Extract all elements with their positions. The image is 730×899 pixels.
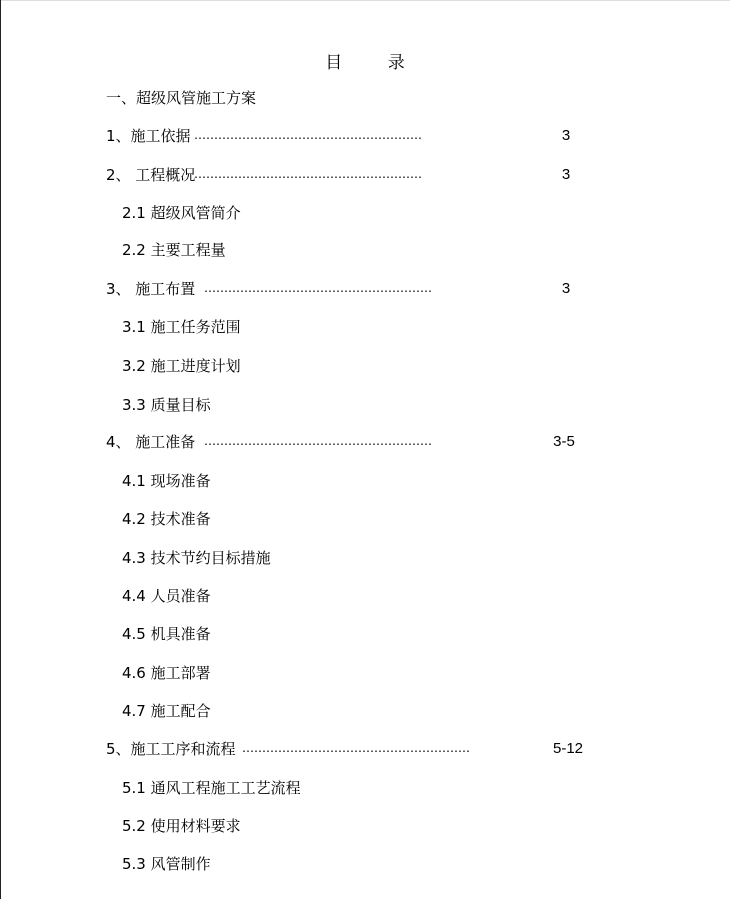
toc-entry-label: 3.3 质量目标 <box>122 396 211 414</box>
toc-entry-4-4[interactable] <box>0 585 730 607</box>
toc-entry-3-3[interactable] <box>0 394 730 416</box>
toc-entry-4[interactable] <box>0 431 730 453</box>
toc-entry-4-7[interactable] <box>0 700 730 722</box>
toc-entry-2[interactable] <box>0 164 730 186</box>
toc-entry-label: 4.5 机具准备 <box>122 625 211 643</box>
toc-entry-5-1[interactable] <box>0 777 730 799</box>
toc-entry-label: 4.1 现场准备 <box>122 472 211 490</box>
toc-dot-leader: ………………………………………………… <box>194 167 422 181</box>
toc-entry-5-2[interactable] <box>0 815 730 837</box>
toc-dot-leader: ………………………………………………… <box>242 741 470 755</box>
toc-page-number: 3 <box>561 166 571 183</box>
toc-entry-label: 4.7 施工配合 <box>122 702 211 720</box>
toc-entry-label: 2、 工程概况 <box>106 166 196 184</box>
toc-entry-label: 2.1 超级风管简介 <box>122 204 241 222</box>
toc-section-heading <box>0 87 730 109</box>
toc-page-number: 5-12 <box>552 740 584 757</box>
toc-entry-3[interactable] <box>0 278 730 300</box>
toc-entry-2-2[interactable] <box>0 239 730 261</box>
toc-entry-1[interactable] <box>0 125 730 147</box>
toc-page-number: 3 <box>561 280 571 297</box>
toc-entry-label: 3、 施工布置 <box>106 280 196 298</box>
toc-entry-4-2[interactable] <box>0 508 730 530</box>
toc-page-number: 3-5 <box>553 433 575 450</box>
toc-page-number: 3 <box>561 127 571 144</box>
toc-entry-label: 5.2 使用材料要求 <box>122 817 241 835</box>
toc-dot-leader: ………………………………………………… <box>204 281 432 295</box>
toc-dot-leader: ………………………………………………… <box>204 434 432 448</box>
toc-entry-3-1[interactable] <box>0 316 730 338</box>
page-top-edge <box>0 0 730 1</box>
toc-entry-4-3[interactable] <box>0 547 730 569</box>
toc-entry-2-1[interactable] <box>0 202 730 224</box>
toc-title: 目 录 <box>325 53 425 73</box>
toc-entry-label: 5、施工工序和流程 <box>106 740 236 758</box>
toc-entry-5-3[interactable] <box>0 853 730 875</box>
toc-entry-label: 4.4 人员准备 <box>122 587 211 605</box>
toc-entry-label: 1、施工依据 <box>106 127 191 145</box>
toc-entry-4-1[interactable] <box>0 470 730 492</box>
toc-entry-4-6[interactable] <box>0 662 730 684</box>
toc-entry-label: 2.2 主要工程量 <box>122 241 226 259</box>
toc-entry-label: 5.3 风管制作 <box>122 855 211 873</box>
toc-entry-label: 3.2 施工进度计划 <box>122 357 241 375</box>
toc-dot-leader: ………………………………………………… <box>194 128 422 142</box>
toc-entry-label: 4、 施工准备 <box>106 433 196 451</box>
toc-entry-label: 5.1 通风工程施工工艺流程 <box>122 779 301 797</box>
toc-entry-label: 一、超级风管施工方案 <box>106 89 257 107</box>
toc-entry-label: 4.6 施工部署 <box>122 664 211 682</box>
toc-entry-4-5[interactable] <box>0 623 730 645</box>
toc-entry-label: 4.3 技术节约目标措施 <box>122 549 271 567</box>
toc-entry-label: 4.2 技术准备 <box>122 510 211 528</box>
toc-entry-3-2[interactable] <box>0 355 730 377</box>
toc-entry-5[interactable] <box>0 738 730 760</box>
toc-entry-label: 3.1 施工任务范围 <box>122 318 241 336</box>
